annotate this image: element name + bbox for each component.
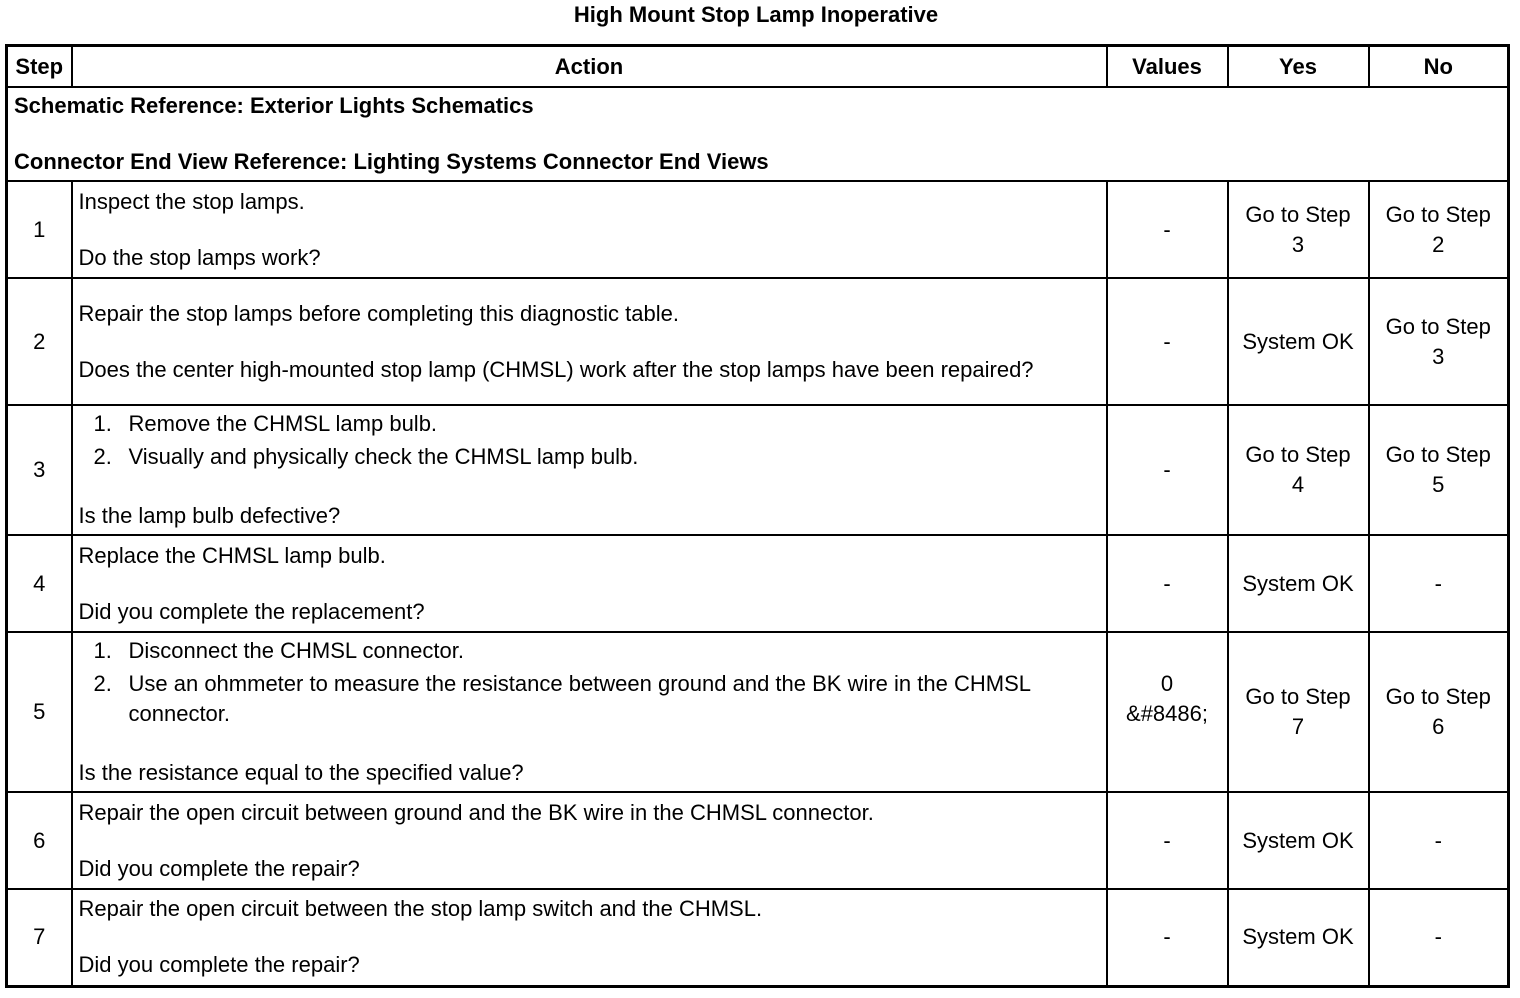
action-question: Do the stop lamps work? [78, 244, 321, 270]
no-step: 6 [1432, 714, 1445, 739]
step-number: 6 [7, 792, 72, 889]
action-cell [72, 405, 1107, 535]
action-cell [72, 632, 1107, 792]
list-text: Visually and physically check the CHMSL lamp bulb. [128, 444, 639, 469]
header-action: Action [72, 46, 1107, 88]
value-cell: - [1107, 181, 1228, 278]
reference-cell [7, 87, 1509, 181]
yes-text: System OK [1242, 924, 1354, 950]
value-cell: - [1107, 889, 1228, 986]
no-cell [1369, 632, 1509, 792]
header-yes: Yes [1228, 46, 1369, 88]
value-unit: &#8486; [1126, 701, 1208, 726]
action-question: Did you complete the repair? [78, 855, 360, 881]
action-cell [72, 181, 1107, 278]
yes-step: 7 [1291, 714, 1305, 739]
no-text: - [1434, 570, 1442, 596]
no-text: - [1434, 827, 1442, 853]
no-text: Go to Step [1385, 684, 1491, 709]
yes-text: System OK [1242, 570, 1354, 596]
value-cell: - [1107, 278, 1228, 405]
action-cell [72, 278, 1107, 405]
step-number: 5 [7, 632, 72, 792]
yes-cell [1228, 792, 1369, 889]
action-cell [72, 792, 1107, 889]
list-text: Remove the CHMSL lamp bulb. [128, 411, 438, 436]
list-number: 1. [93, 638, 112, 663]
table-row [7, 181, 1509, 278]
yes-cell [1228, 405, 1369, 535]
action-list [79, 636, 1100, 729]
step-number: 3 [7, 405, 72, 535]
table-row [7, 632, 1509, 792]
action-text: Replace the CHMSL lamp bulb. [78, 542, 386, 568]
action-question: Is the lamp bulb defective? [78, 503, 341, 528]
action-text: Repair the open circuit between the stop lamp switch and the CHMSL. [78, 896, 763, 922]
action-cell [72, 535, 1107, 632]
list-item [93, 636, 1100, 666]
no-cell [1369, 278, 1509, 405]
action-text: Repair the stop lamps before completing this diagnostic table. [78, 300, 679, 326]
action-question: Is the resistance equal to the specified value? [78, 760, 524, 785]
step-number: 1 [7, 181, 72, 278]
list-number: 1. [93, 411, 112, 436]
header-no: No [1369, 46, 1509, 88]
no-text: Go to Step [1385, 442, 1491, 467]
list-text: Disconnect the CHMSL connector. [128, 638, 464, 663]
no-cell [1369, 889, 1509, 986]
yes-cell [1228, 278, 1369, 405]
yes-text: System OK [1242, 827, 1354, 853]
schematic-reference: Schematic Reference: Exterior Lights Schematics [14, 93, 534, 118]
connector-reference: Connector End View Reference: Lighting Systems Connector End Views [14, 149, 769, 174]
no-step: 2 [1432, 231, 1445, 257]
step-number: 4 [7, 535, 72, 632]
action-text: Inspect the stop lamps. [78, 188, 305, 214]
diagnostic-table [5, 44, 1510, 988]
yes-cell [1228, 632, 1369, 792]
reference-row [7, 87, 1509, 181]
no-cell [1369, 181, 1509, 278]
table-row [7, 405, 1509, 535]
list-number: 2. [93, 444, 112, 469]
value-cell: - [1107, 792, 1228, 889]
yes-text: Go to Step [1245, 684, 1351, 709]
header-values: Values [1107, 46, 1228, 88]
no-text: Go to Step [1385, 201, 1491, 227]
no-cell [1369, 535, 1509, 632]
yes-cell [1228, 181, 1369, 278]
yes-cell [1228, 889, 1369, 986]
yes-text: Go to Step [1245, 201, 1351, 227]
value-cell: - [1107, 535, 1228, 632]
no-step: 3 [1432, 343, 1445, 369]
yes-step: 4 [1291, 472, 1305, 497]
no-text: - [1434, 924, 1442, 950]
table-row [7, 889, 1509, 986]
action-question: Did you complete the repair? [78, 952, 360, 978]
action-text: Repair the open circuit between ground and the BK wire in the CHMSL connector. [78, 799, 874, 825]
list-text: Use an ohmmeter to measure the resistance between ground and the BK wire in the CHMSL connector. [128, 671, 1031, 726]
list-item [93, 442, 1100, 472]
table-header-row [7, 46, 1509, 88]
list-number: 2. [93, 671, 112, 696]
no-cell [1369, 792, 1509, 889]
action-cell [72, 889, 1107, 986]
action-question: Did you complete the replacement? [78, 598, 425, 624]
value-number: 0 [1160, 671, 1174, 696]
list-item [93, 669, 1100, 729]
no-text: Go to Step [1385, 313, 1491, 339]
table-row [7, 278, 1509, 405]
yes-step: 3 [1291, 231, 1305, 257]
step-number: 2 [7, 278, 72, 405]
yes-text: System OK [1242, 328, 1354, 354]
step-number: 7 [7, 889, 72, 986]
yes-cell [1228, 535, 1369, 632]
no-cell [1369, 405, 1509, 535]
table-row [7, 535, 1509, 632]
yes-text: Go to Step [1245, 442, 1351, 467]
value-cell: - [1107, 405, 1228, 535]
list-item [93, 409, 1100, 439]
value-cell [1107, 632, 1228, 792]
no-step: 5 [1432, 472, 1445, 497]
header-step: Step [7, 46, 72, 88]
table-row [7, 792, 1509, 889]
action-question: Does the center high-mounted stop lamp (CHMSL) work after the stop lamps have been repaired? [78, 356, 1034, 382]
action-list [79, 409, 1100, 472]
page-title: High Mount Stop Lamp Inoperative [573, 2, 939, 27]
